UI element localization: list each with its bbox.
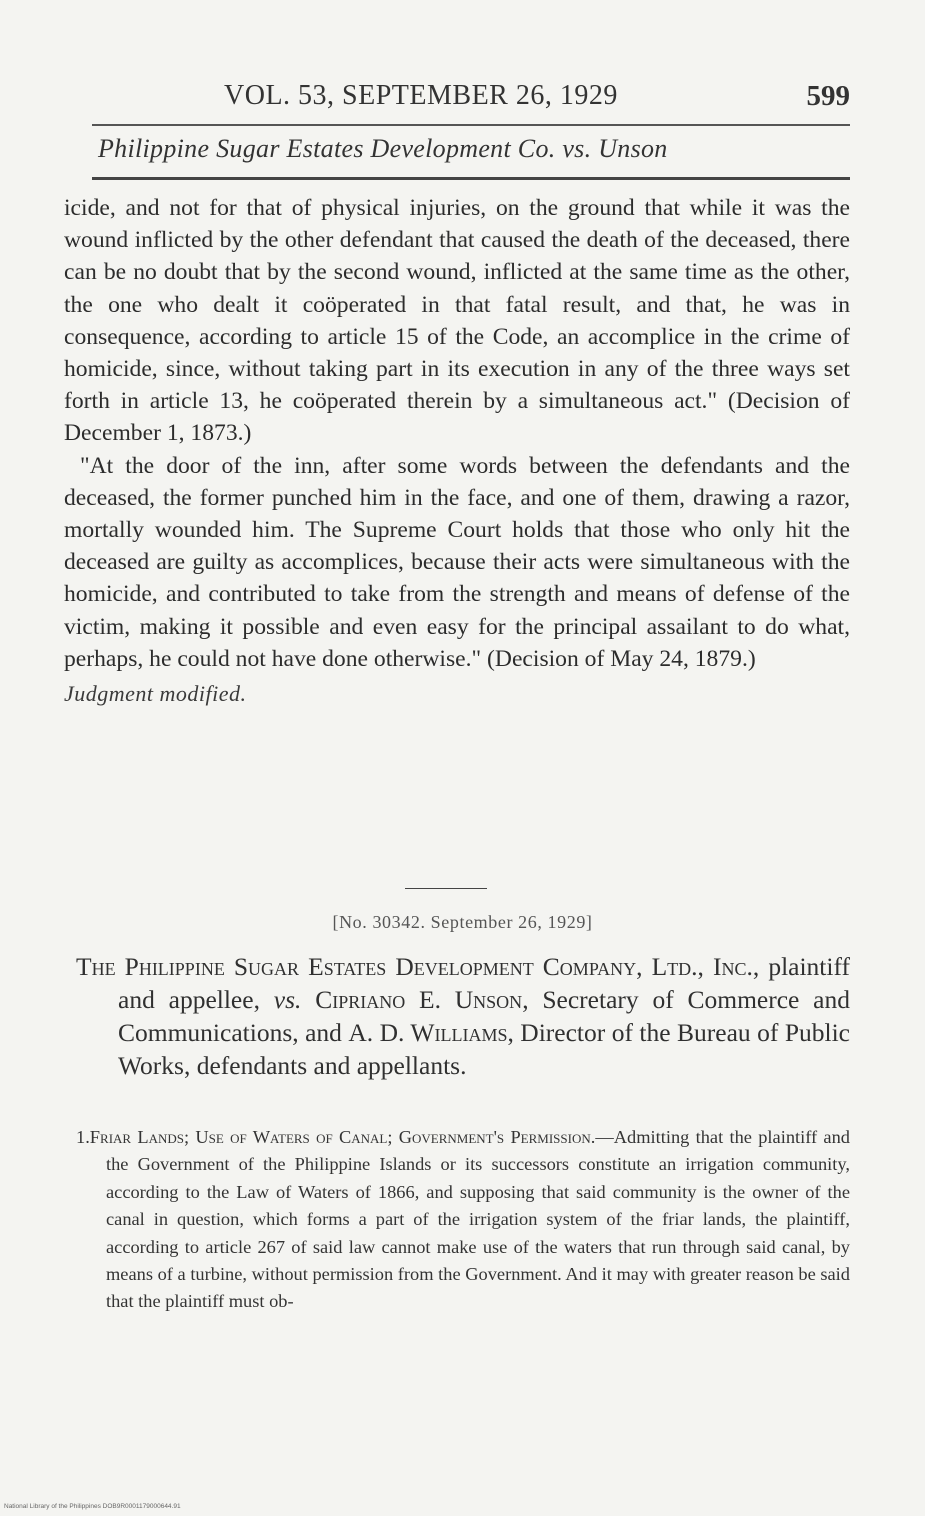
header-rule-top bbox=[92, 124, 850, 126]
party-1: The Philippine Sugar Estates Development Company, Ltd., Inc. bbox=[76, 952, 753, 981]
syllabus-text: —Admitting that the plaintiff and the Government of the Philippine Islands or its successors constitute an irrigation community, according to the Law of Waters of 1866, and supposing that said community is the owner of the canal in question, which forms a part of the irrigation system of the friar lands, the plaintiff, according to article 267 of said law cannot make use of the waters that run through said canal, by means of a turbine, without permission from the Government. And it may with greater reason be said that the plaintiff must ob- bbox=[106, 1127, 850, 1312]
case-number: [No. 30342. September 26, 1929] bbox=[332, 912, 593, 932]
syllabus-item-number: 1. bbox=[76, 1127, 90, 1147]
party-2-role: , Secretary of Commerce and Communications, and bbox=[118, 985, 850, 1047]
case-title bbox=[76, 950, 850, 1082]
header-rule-bottom bbox=[92, 177, 850, 180]
syllabus bbox=[76, 1124, 850, 1316]
party-3-name: A. D. Williams bbox=[348, 1018, 508, 1047]
volume-date: VOL. 53, SEPTEMBER 26, 1929 bbox=[224, 80, 618, 111]
page-header bbox=[64, 80, 850, 116]
library-stamp: National Library of the Philippines DOB9R0001179000644.91 bbox=[4, 1503, 181, 1510]
party-2-name: Cipriano E. Unson bbox=[315, 985, 523, 1014]
running-title: Philippine Sugar Estates Development Co. vs. Unson bbox=[98, 134, 668, 163]
syllabus-heading: Friar Lands; Use of Waters of Canal; Government's Permission. bbox=[89, 1127, 596, 1147]
section-divider bbox=[405, 888, 487, 889]
party-1-role: , plaintiff and appellee, bbox=[118, 952, 850, 1014]
body-text bbox=[64, 192, 850, 711]
versus: vs. bbox=[273, 985, 302, 1014]
paragraph-1: icide, and not for that of physical injuries, on the ground that while it was the wound inflicted by the other defendant that caused the death of the deceased, there can be no doubt that by the second wound, inflicted at the same time as the other, the one who dealt it coöperated in that fatal result, and that, he was in consequence, according to article 15 of the Code, an accomplice in the crime of homicide, since, without taking part in its execution in any of the three ways set forth in article 13, he coöperated therein by a simultaneous act." (Decision of December 1, 1873.) bbox=[64, 195, 850, 447]
paragraph-2: "At the door of the inn, after some words between the defendants and the deceased, the former punched him in the face, and one of them, drawing a razor, mortally wounded him. The Supreme Court holds that those who only hit the deceased are guilty as accomplices, because their acts were simultaneous with the homicide, and contributed to take from the strength and means of defense of the victim, making it possible and even easy for the principal assailant to do what, perhaps, he could not have done otherwise." (Decision of May 24, 1879.) bbox=[64, 452, 850, 672]
party-3-role: , Director of the Bureau of Public Works, defendants and appellants. bbox=[118, 1018, 850, 1080]
page-number: 599 bbox=[806, 80, 850, 112]
judgment-line: Judgment modified. bbox=[64, 681, 247, 707]
